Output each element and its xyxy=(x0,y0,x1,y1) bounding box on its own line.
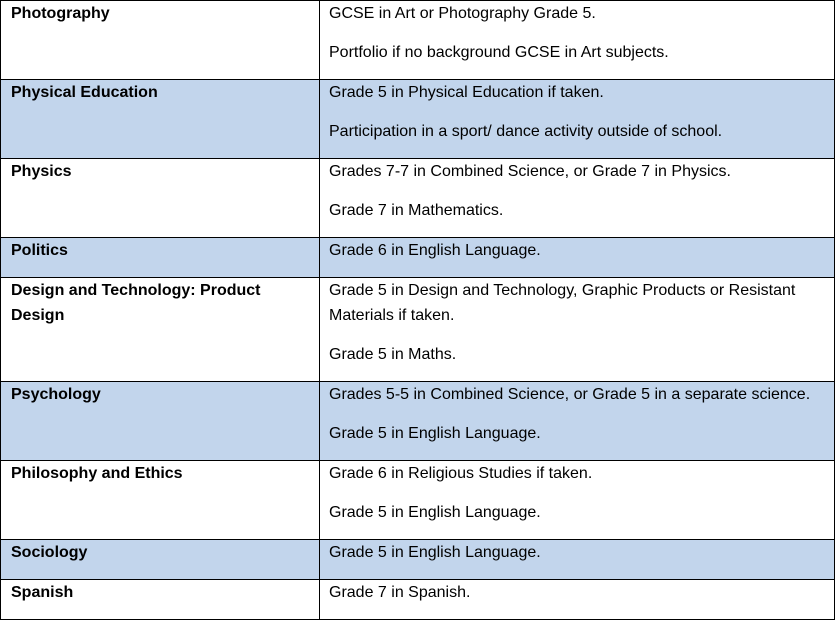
table-row-psychology xyxy=(1,382,835,461)
requirement-text: Grade 6 in English Language. xyxy=(329,242,541,259)
requirements-cell xyxy=(320,80,835,159)
subject-name: Philosophy and Ethics xyxy=(11,465,183,482)
requirement-text: Grade 7 in Spanish. xyxy=(329,584,471,601)
subject-name: Spanish xyxy=(11,584,74,601)
subject-cell xyxy=(1,461,320,540)
table-row-politics xyxy=(1,238,835,278)
requirement-text: Grade 5 in Physical Education if taken. xyxy=(329,84,604,101)
requirement-text: Grades 5-5 in Combined Science, or Grade 5 in a separate science. xyxy=(329,386,811,403)
requirements-cell xyxy=(320,159,835,238)
subject-cell xyxy=(1,580,320,620)
requirements-cell xyxy=(320,1,835,80)
requirement-text: Portfolio if no background GCSE in Art subjects. xyxy=(329,44,669,61)
table-row-physics xyxy=(1,159,835,238)
subject-name: Physical Education xyxy=(11,84,158,101)
subject-cell xyxy=(1,382,320,461)
requirement-text: Grade 5 in Maths. xyxy=(329,346,457,363)
table-row-sociology xyxy=(1,540,835,580)
requirement-text: Grade 5 in English Language. xyxy=(329,504,541,521)
requirements-cell xyxy=(320,238,835,278)
subject-name: Photography xyxy=(11,5,110,22)
subject-name: Politics xyxy=(11,242,68,259)
table-row-design-technology xyxy=(1,278,835,382)
table-row-philosophy-ethics xyxy=(1,461,835,540)
requirement-text: Grades 7-7 in Combined Science, or Grade 7 in Physics. xyxy=(329,163,731,180)
requirements-cell xyxy=(320,580,835,620)
table-row-spanish xyxy=(1,580,835,620)
requirement-text: Grade 5 in English Language. xyxy=(329,544,541,561)
subject-name: Design and Technology: Product Design xyxy=(11,282,261,324)
requirement-text: Grade 7 in Mathematics. xyxy=(329,202,504,219)
table-row-photography xyxy=(1,1,835,80)
subject-cell xyxy=(1,238,320,278)
requirements-cell xyxy=(320,540,835,580)
requirement-text: GCSE in Art or Photography Grade 5. xyxy=(329,5,596,22)
subject-name: Sociology xyxy=(11,544,88,561)
requirement-text: Grade 5 in English Language. xyxy=(329,425,541,442)
requirements-cell xyxy=(320,278,835,382)
requirements-cell xyxy=(320,461,835,540)
table-row-physical-education xyxy=(1,80,835,159)
subject-cell xyxy=(1,1,320,80)
subject-name: Physics xyxy=(11,163,72,180)
subject-cell xyxy=(1,80,320,159)
subject-name: Psychology xyxy=(11,386,101,403)
requirement-text: Grade 5 in Design and Technology, Graphic Products or Resistant Materials if taken. xyxy=(329,282,796,324)
requirement-text: Participation in a sport/ dance activity outside of school. xyxy=(329,123,723,140)
table-body xyxy=(1,1,835,620)
subject-cell xyxy=(1,278,320,382)
requirements-cell xyxy=(320,382,835,461)
subject-cell xyxy=(1,159,320,238)
requirement-text: Grade 6 in Religious Studies if taken. xyxy=(329,465,593,482)
subject-cell xyxy=(1,540,320,580)
